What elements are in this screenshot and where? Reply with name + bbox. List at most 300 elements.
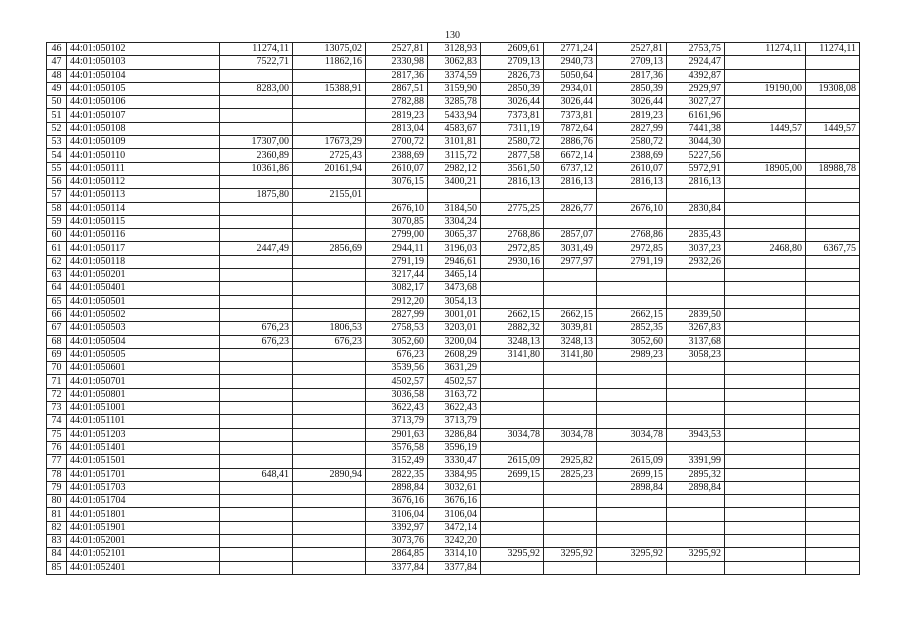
value-cell: 3044,30	[667, 136, 725, 149]
value-cell: 2580,72	[597, 136, 667, 149]
value-cell	[220, 548, 293, 561]
value-cell	[544, 388, 597, 401]
value-cell	[481, 415, 544, 428]
value-cell	[725, 202, 806, 215]
table-row	[47, 229, 860, 242]
value-cell	[544, 481, 597, 494]
value-cell	[220, 495, 293, 508]
value-cell: 2676,10	[366, 202, 428, 215]
value-cell	[806, 295, 860, 308]
value-cell: 2827,99	[597, 122, 667, 135]
value-cell	[220, 481, 293, 494]
row-number-cell: 59	[47, 215, 67, 228]
value-cell	[725, 534, 806, 547]
value-cell	[725, 282, 806, 295]
value-cell	[481, 375, 544, 388]
value-cell: 7311,19	[481, 122, 544, 135]
value-cell	[725, 495, 806, 508]
value-cell	[806, 534, 860, 547]
row-number-cell: 60	[47, 229, 67, 242]
value-cell	[725, 428, 806, 441]
value-cell	[667, 375, 725, 388]
value-cell: 3034,78	[597, 428, 667, 441]
row-number-cell: 50	[47, 96, 67, 109]
value-cell	[806, 202, 860, 215]
value-cell: 5050,64	[544, 69, 597, 82]
value-cell: 1449,57	[806, 122, 860, 135]
value-cell: 3141,80	[544, 348, 597, 361]
cadastral-block-cell: 44:01:051901	[67, 521, 220, 534]
value-cell: 2662,15	[481, 308, 544, 321]
value-cell	[220, 269, 293, 282]
value-cell	[725, 362, 806, 375]
value-cell	[806, 521, 860, 534]
cadastral-block-cell: 44:01:051001	[67, 402, 220, 415]
row-number-cell: 49	[47, 82, 67, 95]
value-cell	[293, 202, 366, 215]
value-cell	[806, 402, 860, 415]
table-row	[47, 534, 860, 547]
table-row	[47, 428, 860, 441]
value-cell: 2839,50	[667, 308, 725, 321]
value-cell	[544, 561, 597, 574]
cadastral-block-cell: 44:01:050114	[67, 202, 220, 215]
value-cell: 3248,13	[481, 335, 544, 348]
value-cell: 17673,29	[293, 136, 366, 149]
row-number-cell: 55	[47, 162, 67, 175]
value-cell: 11274,11	[220, 43, 293, 56]
cadastral-block-cell: 44:01:050105	[67, 82, 220, 95]
value-cell	[220, 175, 293, 188]
value-cell	[220, 348, 293, 361]
cadastral-block-cell: 44:01:050502	[67, 308, 220, 321]
table-row	[47, 109, 860, 122]
value-cell: 5972,91	[667, 162, 725, 175]
cadastral-block-cell: 44:01:050401	[67, 282, 220, 295]
value-cell	[481, 508, 544, 521]
value-cell	[293, 508, 366, 521]
value-cell: 2830,84	[667, 202, 725, 215]
value-cell: 2912,20	[366, 295, 428, 308]
row-number-cell: 62	[47, 255, 67, 268]
value-cell: 3295,92	[667, 548, 725, 561]
value-cell	[725, 375, 806, 388]
row-number-cell: 82	[47, 521, 67, 534]
value-cell: 3400,21	[428, 175, 481, 188]
value-cell: 7373,81	[481, 109, 544, 122]
table-row	[47, 388, 860, 401]
value-cell	[725, 295, 806, 308]
value-cell: 2940,73	[544, 56, 597, 69]
row-number-cell: 64	[47, 282, 67, 295]
value-cell: 3472,14	[428, 521, 481, 534]
table-row	[47, 508, 860, 521]
table-row	[47, 282, 860, 295]
value-cell	[597, 375, 667, 388]
value-cell: 2610,07	[366, 162, 428, 175]
value-cell: 3374,59	[428, 69, 481, 82]
table-row	[47, 56, 860, 69]
value-cell: 3713,79	[428, 415, 481, 428]
value-cell: 3036,58	[366, 388, 428, 401]
value-cell: 5227,56	[667, 149, 725, 162]
value-cell	[806, 69, 860, 82]
cadastral-block-cell: 44:01:050106	[67, 96, 220, 109]
value-cell: 2835,43	[667, 229, 725, 242]
value-cell	[597, 282, 667, 295]
value-cell: 2753,75	[667, 43, 725, 56]
value-cell	[667, 415, 725, 428]
value-cell: 3037,23	[667, 242, 725, 255]
value-cell: 3052,60	[366, 335, 428, 348]
value-cell: 3070,85	[366, 215, 428, 228]
value-cell	[806, 136, 860, 149]
value-cell: 2857,07	[544, 229, 597, 242]
row-number-cell: 70	[47, 362, 67, 375]
cadastral-block-cell: 44:01:052001	[67, 534, 220, 547]
value-cell	[481, 295, 544, 308]
row-number-cell: 73	[47, 402, 67, 415]
value-cell	[806, 282, 860, 295]
table-row	[47, 375, 860, 388]
value-cell: 13075,02	[293, 43, 366, 56]
value-cell: 4502,57	[428, 375, 481, 388]
value-cell: 2615,09	[481, 455, 544, 468]
value-cell: 2886,76	[544, 136, 597, 149]
value-cell: 10361,86	[220, 162, 293, 175]
value-cell	[293, 122, 366, 135]
cadastral-block-cell: 44:01:050201	[67, 269, 220, 282]
value-cell: 2924,47	[667, 56, 725, 69]
value-cell: 2898,84	[366, 481, 428, 494]
value-cell: 2775,25	[481, 202, 544, 215]
value-cell: 3295,92	[481, 548, 544, 561]
value-cell: 3073,76	[366, 534, 428, 547]
value-cell	[806, 56, 860, 69]
table-row	[47, 348, 860, 361]
value-cell: 3217,44	[366, 269, 428, 282]
value-cell: 2816,13	[481, 175, 544, 188]
table-row	[47, 308, 860, 321]
value-cell: 3622,43	[366, 402, 428, 415]
cadastral-block-cell: 44:01:051101	[67, 415, 220, 428]
table-row	[47, 202, 860, 215]
value-cell	[220, 96, 293, 109]
value-cell: 3152,49	[366, 455, 428, 468]
value-cell	[806, 428, 860, 441]
value-cell: 3392,97	[366, 521, 428, 534]
value-cell	[293, 175, 366, 188]
value-cell	[481, 388, 544, 401]
value-cell: 2709,13	[597, 56, 667, 69]
cadastral-block-cell: 44:01:050501	[67, 295, 220, 308]
value-cell: 3128,93	[428, 43, 481, 56]
value-cell	[220, 362, 293, 375]
cadastral-block-cell: 44:01:050505	[67, 348, 220, 361]
cadastral-value-table	[46, 42, 860, 575]
table-row	[47, 495, 860, 508]
value-cell	[806, 481, 860, 494]
cadastral-block-cell: 44:01:052401	[67, 561, 220, 574]
value-cell	[293, 495, 366, 508]
value-cell	[544, 189, 597, 202]
cadastral-block-cell: 44:01:050102	[67, 43, 220, 56]
table-row	[47, 322, 860, 335]
value-cell: 2826,77	[544, 202, 597, 215]
row-number-cell: 48	[47, 69, 67, 82]
value-cell: 18905,00	[725, 162, 806, 175]
value-cell	[220, 521, 293, 534]
table-row	[47, 162, 860, 175]
value-cell	[725, 441, 806, 454]
value-cell	[725, 69, 806, 82]
value-cell: 2867,51	[366, 82, 428, 95]
value-cell	[667, 521, 725, 534]
table-row	[47, 548, 860, 561]
value-cell: 3082,17	[366, 282, 428, 295]
value-cell	[725, 548, 806, 561]
value-cell	[220, 415, 293, 428]
value-cell	[806, 322, 860, 335]
value-cell	[806, 455, 860, 468]
cadastral-block-cell: 44:01:050115	[67, 215, 220, 228]
cadastral-block-cell: 44:01:050109	[67, 136, 220, 149]
value-cell: 2662,15	[597, 308, 667, 321]
table-row	[47, 455, 860, 468]
value-cell: 15388,91	[293, 82, 366, 95]
table-row	[47, 136, 860, 149]
value-cell: 2388,69	[366, 149, 428, 162]
value-cell: 3203,01	[428, 322, 481, 335]
value-cell: 648,41	[220, 468, 293, 481]
value-cell: 2972,85	[597, 242, 667, 255]
value-cell: 2725,43	[293, 149, 366, 162]
value-cell	[806, 215, 860, 228]
value-cell: 3561,50	[481, 162, 544, 175]
value-cell	[597, 362, 667, 375]
cadastral-block-cell: 44:01:050801	[67, 388, 220, 401]
value-cell	[293, 69, 366, 82]
table-row	[47, 149, 860, 162]
value-cell: 3304,24	[428, 215, 481, 228]
value-cell: 3314,10	[428, 548, 481, 561]
value-cell: 2155,01	[293, 189, 366, 202]
row-number-cell: 68	[47, 335, 67, 348]
value-cell	[725, 521, 806, 534]
table-row	[47, 269, 860, 282]
cadastral-block-cell: 44:01:051801	[67, 508, 220, 521]
value-cell	[597, 441, 667, 454]
value-cell	[293, 109, 366, 122]
value-cell: 7441,38	[667, 122, 725, 135]
value-cell	[725, 109, 806, 122]
value-cell: 2609,61	[481, 43, 544, 56]
value-cell: 676,23	[220, 335, 293, 348]
value-cell	[220, 215, 293, 228]
value-cell	[806, 189, 860, 202]
row-number-cell: 65	[47, 295, 67, 308]
row-number-cell: 69	[47, 348, 67, 361]
value-cell: 2700,72	[366, 136, 428, 149]
value-cell	[725, 136, 806, 149]
table-row	[47, 69, 860, 82]
row-number-cell: 79	[47, 481, 67, 494]
cadastral-block-cell: 44:01:050107	[67, 109, 220, 122]
value-cell: 2819,23	[597, 109, 667, 122]
row-number-cell: 84	[47, 548, 67, 561]
value-cell: 3377,84	[366, 561, 428, 574]
value-cell: 3163,72	[428, 388, 481, 401]
table-row	[47, 521, 860, 534]
row-number-cell: 85	[47, 561, 67, 574]
value-cell: 3058,23	[667, 348, 725, 361]
value-cell	[293, 441, 366, 454]
value-cell: 1875,80	[220, 189, 293, 202]
value-cell: 3031,49	[544, 242, 597, 255]
value-cell	[293, 96, 366, 109]
value-cell	[667, 534, 725, 547]
value-cell: 2852,35	[597, 322, 667, 335]
value-cell: 2699,15	[481, 468, 544, 481]
value-cell: 3391,99	[667, 455, 725, 468]
value-cell	[544, 415, 597, 428]
value-cell: 3330,47	[428, 455, 481, 468]
table-row	[47, 402, 860, 415]
value-cell	[293, 375, 366, 388]
value-cell: 2468,80	[725, 242, 806, 255]
table-row	[47, 82, 860, 95]
value-cell	[806, 375, 860, 388]
value-cell	[481, 362, 544, 375]
value-cell: 2877,58	[481, 149, 544, 162]
value-cell: 3285,78	[428, 96, 481, 109]
value-cell: 2817,36	[366, 69, 428, 82]
value-cell	[293, 295, 366, 308]
value-cell: 2898,84	[667, 481, 725, 494]
value-cell	[366, 189, 428, 202]
table-row	[47, 468, 860, 481]
value-cell	[293, 561, 366, 574]
value-cell: 3596,19	[428, 441, 481, 454]
value-cell: 2929,97	[667, 82, 725, 95]
table-row	[47, 242, 860, 255]
value-cell: 2816,13	[667, 175, 725, 188]
value-cell	[597, 269, 667, 282]
value-cell: 676,23	[366, 348, 428, 361]
value-cell: 3622,43	[428, 402, 481, 415]
value-cell: 3026,44	[544, 96, 597, 109]
value-cell	[544, 402, 597, 415]
value-cell: 2791,19	[366, 255, 428, 268]
value-cell: 3286,84	[428, 428, 481, 441]
value-cell: 2816,13	[544, 175, 597, 188]
value-cell	[667, 508, 725, 521]
value-cell	[220, 388, 293, 401]
value-cell: 2901,63	[366, 428, 428, 441]
value-cell	[725, 56, 806, 69]
value-cell: 2771,24	[544, 43, 597, 56]
value-cell: 3106,04	[428, 508, 481, 521]
value-cell	[220, 282, 293, 295]
value-cell: 3052,60	[597, 335, 667, 348]
value-cell: 4583,67	[428, 122, 481, 135]
value-cell: 3115,72	[428, 149, 481, 162]
value-cell: 6672,14	[544, 149, 597, 162]
value-cell: 19308,08	[806, 82, 860, 95]
value-cell: 3039,81	[544, 322, 597, 335]
table-body	[47, 43, 860, 575]
value-cell	[667, 402, 725, 415]
value-cell	[806, 508, 860, 521]
value-cell: 2699,15	[597, 468, 667, 481]
value-cell	[220, 122, 293, 135]
cadastral-block-cell: 44:01:050110	[67, 149, 220, 162]
value-cell: 2813,04	[366, 122, 428, 135]
value-cell: 3137,68	[667, 335, 725, 348]
value-cell	[667, 388, 725, 401]
value-cell: 3027,27	[667, 96, 725, 109]
value-cell	[725, 175, 806, 188]
value-cell: 4392,87	[667, 69, 725, 82]
value-cell	[806, 96, 860, 109]
page-number: 130	[445, 30, 460, 41]
value-cell	[293, 428, 366, 441]
value-cell	[481, 521, 544, 534]
value-cell	[725, 508, 806, 521]
value-cell: 2662,15	[544, 308, 597, 321]
value-cell	[293, 282, 366, 295]
value-cell	[597, 295, 667, 308]
value-cell	[544, 534, 597, 547]
value-cell: 2330,98	[366, 56, 428, 69]
value-cell: 19190,00	[725, 82, 806, 95]
value-cell	[725, 229, 806, 242]
table-row	[47, 175, 860, 188]
value-cell	[806, 269, 860, 282]
value-cell	[806, 335, 860, 348]
value-cell	[220, 375, 293, 388]
value-cell: 3034,78	[481, 428, 544, 441]
value-cell: 2580,72	[481, 136, 544, 149]
value-cell	[725, 215, 806, 228]
value-cell: 3101,81	[428, 136, 481, 149]
value-cell	[725, 96, 806, 109]
row-number-cell: 72	[47, 388, 67, 401]
value-cell: 2934,01	[544, 82, 597, 95]
value-cell	[293, 415, 366, 428]
row-number-cell: 83	[47, 534, 67, 547]
row-number-cell: 78	[47, 468, 67, 481]
row-number-cell: 46	[47, 43, 67, 56]
table-row	[47, 122, 860, 135]
value-cell	[667, 215, 725, 228]
value-cell	[544, 495, 597, 508]
value-cell: 3713,79	[366, 415, 428, 428]
value-cell: 2608,29	[428, 348, 481, 361]
value-cell	[725, 415, 806, 428]
value-cell: 2856,69	[293, 242, 366, 255]
row-number-cell: 76	[47, 441, 67, 454]
value-cell: 2819,23	[366, 109, 428, 122]
value-cell: 2864,85	[366, 548, 428, 561]
value-cell: 18988,78	[806, 162, 860, 175]
cadastral-block-cell: 44:01:050112	[67, 175, 220, 188]
table-row	[47, 441, 860, 454]
value-cell: 11862,16	[293, 56, 366, 69]
cadastral-block-cell: 44:01:050117	[67, 242, 220, 255]
value-cell	[293, 215, 366, 228]
value-cell	[220, 229, 293, 242]
